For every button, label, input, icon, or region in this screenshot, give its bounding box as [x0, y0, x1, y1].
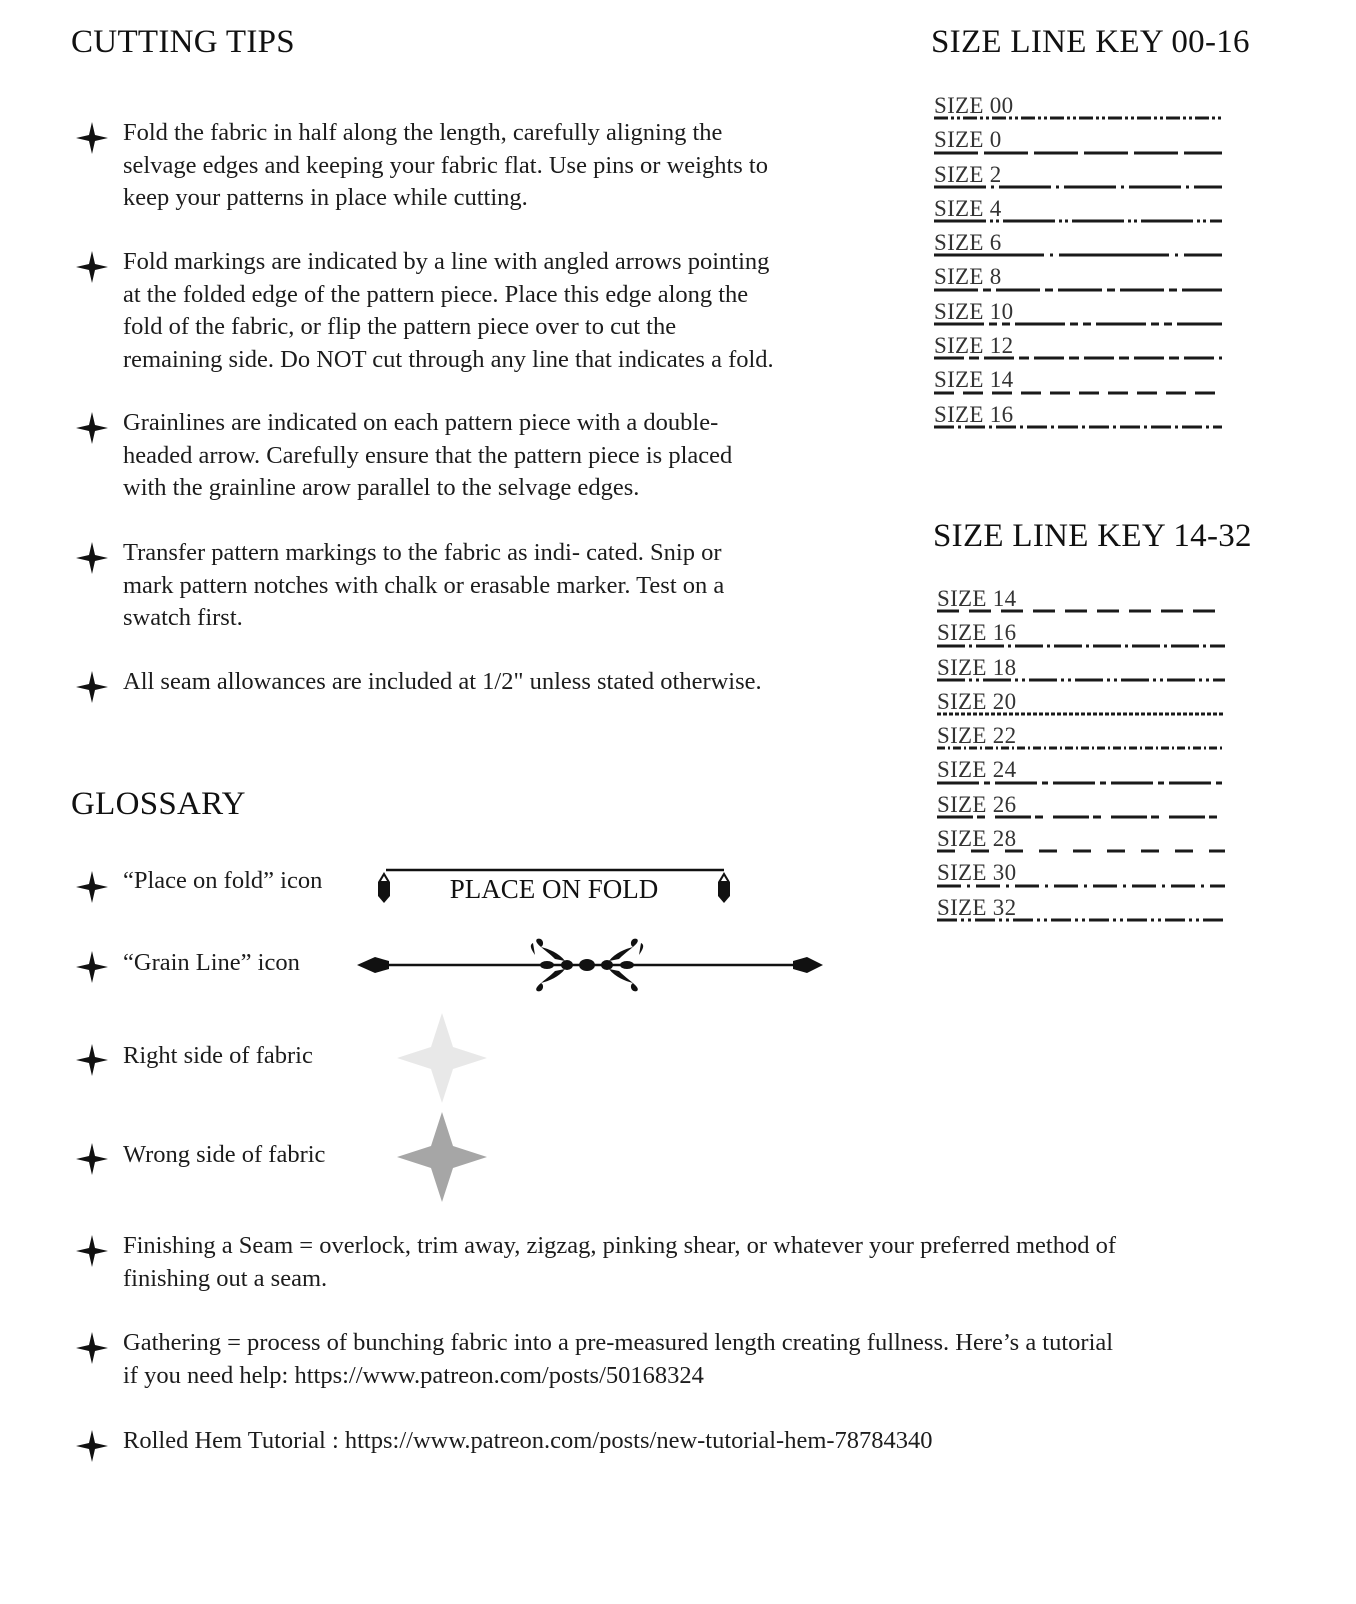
- cutting-tip-line: swatch first.: [123, 604, 243, 631]
- star-bullet-icon: [75, 1331, 109, 1365]
- size-label: SIZE 18: [937, 654, 1017, 680]
- cutting-tip: [123, 407, 732, 505]
- size-key-row: [937, 717, 1232, 751]
- size-key-row: [937, 683, 1232, 717]
- star-bullet-icon: [75, 250, 109, 284]
- glossary-label-wrong-side: Wrong side of fabric: [123, 1141, 326, 1168]
- place-on-fold-icon: [372, 866, 737, 910]
- cutting-tip-line: Transfer pattern markings to the fabric as indi- cated. Snip or: [123, 539, 722, 566]
- glossary-heading: GLOSSARY: [71, 786, 246, 822]
- size-key-row: [937, 614, 1232, 648]
- size-label: SIZE 16: [937, 620, 1017, 646]
- size-key-row: [934, 327, 1229, 361]
- cutting-tip: [123, 537, 724, 635]
- glossary-label-grain-line: “Grain Line” icon: [123, 949, 300, 976]
- cutting-tip-line: All seam allowances are included at 1/2" unless stated otherwise.: [123, 668, 762, 695]
- size-key-row: [937, 649, 1232, 683]
- size-key-row: [934, 361, 1229, 395]
- size-key-row: [934, 293, 1229, 327]
- size-label: SIZE 12: [934, 333, 1014, 359]
- size-key-row: [934, 87, 1229, 121]
- size-key-row: [934, 224, 1229, 258]
- size-key-row: [937, 751, 1232, 785]
- star-bullet-icon: [75, 541, 109, 575]
- size-label: SIZE 26: [937, 791, 1017, 817]
- star-bullet-icon: [75, 1429, 109, 1463]
- size-label: SIZE 14: [937, 586, 1017, 611]
- star-bullet-icon: [75, 1234, 109, 1268]
- size-key-00-16-heading: SIZE LINE KEY 00-16: [931, 24, 1250, 60]
- cutting-tip-line: Fold markings are indicated by a line with angled arrows pointing: [123, 248, 770, 275]
- cutting-tip-line: Fold the fabric in half along the length, carefully aligning the: [123, 119, 723, 146]
- glossary-label-place-on-fold: “Place on fold” icon: [123, 867, 323, 894]
- size-label: SIZE 32: [937, 894, 1017, 920]
- cutting-tip-line: at the folded edge of the pattern piece. Place this edge along the: [123, 280, 749, 308]
- size-label: SIZE 22: [937, 723, 1017, 749]
- size-key-row: [934, 396, 1229, 430]
- size-label: SIZE 28: [937, 826, 1017, 852]
- cutting-tip: [123, 117, 768, 215]
- star-bullet-icon: [75, 411, 109, 445]
- glossary-text-item: [123, 1425, 933, 1458]
- size-label: SIZE 20: [937, 688, 1017, 714]
- cutting-tip-line: with the grainline arow parallel to the selvage edges.: [123, 474, 640, 501]
- glossary-label-right-side: Right side of fabric: [123, 1042, 313, 1069]
- size-key-row: [937, 580, 1232, 614]
- star-bullet-icon: [75, 1142, 109, 1176]
- size-key-row: [934, 190, 1229, 224]
- size-key-row: [937, 820, 1232, 854]
- grain-line-icon: [355, 935, 830, 995]
- cutting-tip-line: Grainlines are indicated on each pattern piece with a double-: [123, 409, 719, 436]
- size-key-14-32-heading: SIZE LINE KEY 14-32: [933, 518, 1252, 554]
- cutting-tip-line: selvage edges and keeping your fabric flat. Use pins or weights to: [123, 151, 768, 179]
- size-key-row: [937, 889, 1232, 923]
- wrong-side-star-icon: [397, 1112, 487, 1202]
- size-label: SIZE 8: [934, 264, 1002, 290]
- size-label: SIZE 10: [934, 298, 1014, 324]
- size-label: SIZE 30: [937, 860, 1017, 886]
- star-bullet-icon: [75, 870, 109, 904]
- cutting-tip-line: keep your patterns in place while cutting.: [123, 184, 528, 211]
- size-key-row: [937, 854, 1232, 888]
- glossary-text-item: [123, 1230, 1116, 1295]
- size-line-pattern: [934, 424, 1229, 430]
- size-label: SIZE 16: [934, 401, 1014, 427]
- cutting-tips-heading: CUTTING TIPS: [71, 24, 295, 60]
- glossary-text-line[interactable]: Rolled Hem Tutorial : https://www.patreon.com/posts/new-tutorial-hem-78784340: [123, 1427, 933, 1454]
- star-bullet-icon: [75, 950, 109, 984]
- size-key-row: [934, 156, 1229, 190]
- cutting-tip-line: fold of the fabric, or flip the pattern piece over to cut the: [123, 313, 677, 340]
- size-line-pattern: [937, 917, 1232, 923]
- size-label: SIZE 2: [934, 161, 1002, 187]
- glossary-text-item: [123, 1327, 1113, 1392]
- size-key-row: [937, 786, 1232, 820]
- size-key-14-32: [937, 580, 1232, 923]
- right-side-star-icon: [397, 1013, 487, 1103]
- glossary-text-line: Gathering = process of bunching fabric into a pre-measured length creating fullness. Here’s a tutorial: [123, 1329, 1114, 1356]
- star-bullet-icon: [75, 121, 109, 155]
- cutting-tip: [123, 666, 762, 699]
- glossary-text-line: finishing out a seam.: [123, 1264, 328, 1292]
- place-on-fold-text: PLACE ON FOLD: [449, 874, 659, 904]
- size-key-row: [934, 121, 1229, 155]
- glossary-text-line[interactable]: if you need help: https://www.patreon.com/posts/50168324: [123, 1361, 704, 1389]
- size-label: SIZE 00: [934, 93, 1014, 118]
- size-label: SIZE 24: [937, 757, 1017, 783]
- star-bullet-icon: [75, 670, 109, 704]
- size-key-00-16: [934, 87, 1229, 430]
- glossary-text-line: Finishing a Seam = overlock, trim away, zigzag, pinking shear, or whatever your preferred method of: [123, 1232, 1116, 1259]
- cutting-tip: [123, 246, 774, 376]
- star-bullet-icon: [75, 1043, 109, 1077]
- size-label: SIZE 14: [934, 367, 1014, 393]
- size-label: SIZE 4: [934, 195, 1002, 221]
- size-key-row: [934, 258, 1229, 292]
- cutting-tip-line: mark pattern notches with chalk or erasable marker. Test on a: [123, 571, 725, 599]
- cutting-tip-line: headed arrow. Carefully ensure that the pattern piece is placed: [123, 441, 733, 469]
- cutting-tip-line: remaining side. Do NOT cut through any line that indicates a fold.: [123, 345, 774, 373]
- size-label: SIZE 0: [934, 127, 1002, 153]
- size-label: SIZE 6: [934, 230, 1002, 256]
